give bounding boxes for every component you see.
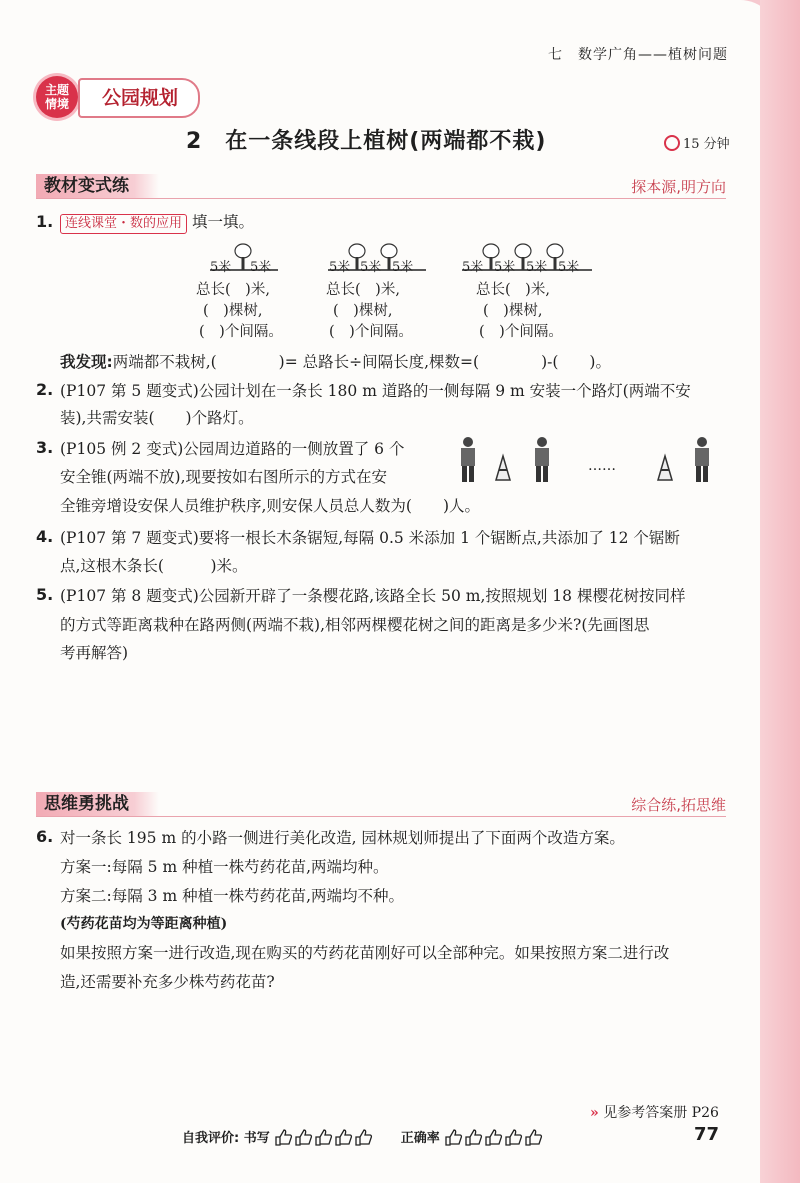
question-5-line: (P107 第 8 题变式)公园新开辟了一条樱花路,该路全长 50 m,按照规划 18 棵樱花树按同样 bbox=[60, 587, 686, 605]
timer bbox=[664, 133, 730, 152]
handwriting-rating[interactable] bbox=[274, 1128, 378, 1150]
blank-total[interactable]: 总长( )米, bbox=[476, 282, 550, 298]
guards-cones-picture bbox=[452, 434, 722, 486]
theme-title: 公园规划 bbox=[78, 78, 200, 118]
lesson-title: 2 在一条线段上植树(两端都不栽) bbox=[186, 129, 547, 154]
section-name: 教材变式练 bbox=[36, 174, 159, 198]
question-6-line: 如果按照方案一进行改造,现在购买的芍药花苗刚好可以全部种完。如果按照方案二进行改 bbox=[60, 944, 670, 962]
guard-icon bbox=[695, 437, 709, 482]
discovery-line bbox=[60, 350, 611, 372]
section-motto: 探本源,明方向 bbox=[631, 178, 726, 196]
segment-label: 5米 bbox=[494, 260, 516, 275]
accuracy-rating[interactable] bbox=[444, 1128, 548, 1150]
discovery-text[interactable]: 两端都不栽树,( )= 总路长÷间隔长度,棵数=( )-( )。 bbox=[112, 353, 611, 371]
blank-trees[interactable]: ( )棵树, bbox=[333, 303, 393, 319]
question-number: 5. bbox=[36, 585, 54, 604]
time-label: 15 分钟 bbox=[683, 137, 730, 152]
question-number: 2. bbox=[36, 380, 54, 399]
guard-icon bbox=[535, 437, 549, 482]
section-name: 思维勇挑战 bbox=[36, 792, 159, 816]
answer-reference[interactable] bbox=[590, 1102, 719, 1122]
question-tag: 连线课堂・数的应用 bbox=[60, 214, 187, 234]
double-chevron-icon: » bbox=[590, 1105, 599, 1121]
question-6-line: 造,还需要补充多少株芍药花苗? bbox=[60, 973, 275, 991]
segment-label: 5米 bbox=[329, 260, 351, 275]
question-text: 填一填。 bbox=[191, 213, 254, 231]
question-number: 4. bbox=[36, 527, 54, 546]
question-3-line[interactable]: 全锥旁增设安保人员维护秩序,则安保人员总人数为( )人。 bbox=[60, 497, 481, 515]
question-4-line[interactable]: 点,这根木条长( )米。 bbox=[60, 557, 248, 575]
segment-label: 5米 bbox=[558, 260, 580, 275]
chapter-header: 七 数学广角——植树问题 bbox=[548, 47, 728, 63]
ellipsis: …… bbox=[588, 458, 616, 474]
question-6-line: 对一条长 195 m 的小路一侧进行美化改造, 园林规划师提出了下面两个改造方案。 bbox=[60, 829, 625, 847]
question-number: 1. bbox=[36, 212, 54, 231]
question-number: 3. bbox=[36, 438, 54, 457]
page-corner-decoration bbox=[760, 0, 800, 1183]
blank-trees[interactable]: ( )棵树, bbox=[203, 303, 263, 319]
discovery-label: 我发现: bbox=[60, 353, 113, 371]
segment-label: 5米 bbox=[462, 260, 484, 275]
plan-note: (芍药花苗均为等距离种植) bbox=[60, 916, 228, 932]
segment-label: 5米 bbox=[526, 260, 548, 275]
segment-label: 5米 bbox=[210, 260, 232, 275]
question-number: 6. bbox=[36, 827, 54, 846]
question-1-prompt bbox=[60, 210, 254, 234]
question-3-line: (P105 例 2 变式)公园周边道路的一侧放置了 6 个 bbox=[60, 440, 405, 458]
segment-label: 5米 bbox=[250, 260, 272, 275]
plan-two: 方案二:每隔 3 m 种植一株芍药花苗,两端均不种。 bbox=[60, 887, 404, 905]
thumbs-up-icons bbox=[274, 1128, 378, 1146]
accuracy-label: 正确率 bbox=[400, 1131, 440, 1146]
page-number: 77 bbox=[694, 1124, 720, 1145]
tree-icon bbox=[235, 244, 251, 270]
self-eval-label: 自我评价: 书写 bbox=[182, 1131, 270, 1146]
self-evaluation bbox=[182, 1127, 548, 1150]
section-header-challenge bbox=[36, 792, 726, 817]
thumbs-up-icons bbox=[444, 1128, 548, 1146]
segment-label: 5米 bbox=[392, 260, 414, 275]
cone-icon bbox=[658, 456, 672, 480]
question-4-line: (P107 第 7 题变式)要将一根长木条锯短,每隔 0.5 米添加 1 个锯断点,共添加了 12 个锯断 bbox=[60, 529, 680, 547]
question-5-line: 考再解答) bbox=[60, 644, 129, 662]
blank-trees[interactable]: ( )棵树, bbox=[483, 303, 543, 319]
theme-badge-text: 主题 情境 bbox=[44, 83, 69, 111]
answer-area-q5[interactable] bbox=[60, 668, 720, 778]
answer-area-q6[interactable] bbox=[60, 998, 720, 1088]
question-3-line: 安全锥(两端不放),现要按如右图所示的方式在安 bbox=[60, 468, 388, 486]
cone-icon bbox=[496, 456, 510, 480]
section-header-practice bbox=[36, 174, 726, 199]
blank-gaps[interactable]: ( )个间隔。 bbox=[329, 324, 413, 340]
answer-reference-text: 见参考答案册 P26 bbox=[603, 1105, 719, 1121]
question-5-line: 的方式等距离栽种在路两侧(两端不栽),相邻两棵樱花树之间的距离是多少米?(先画图思 bbox=[60, 616, 650, 634]
blank-gaps[interactable]: ( )个间隔。 bbox=[479, 324, 563, 340]
clock-icon bbox=[664, 135, 680, 151]
segment-label: 5米 bbox=[360, 260, 382, 275]
section-motto: 综合练,拓思维 bbox=[631, 796, 726, 814]
blank-gaps[interactable]: ( )个间隔。 bbox=[199, 324, 283, 340]
blank-total[interactable]: 总长( )米, bbox=[196, 282, 270, 298]
question-2-line[interactable]: 装),共需安装( )个路灯。 bbox=[60, 409, 254, 427]
theme-badge bbox=[36, 76, 78, 118]
plan-one: 方案一:每隔 5 m 种植一株芍药花苗,两端均种。 bbox=[60, 858, 389, 876]
question-2-line: (P107 第 5 题变式)公园计划在一条长 180 m 道路的一侧每隔 9 m 安装一个路灯(两端不安 bbox=[60, 382, 691, 400]
guard-icon bbox=[461, 437, 475, 482]
blank-total[interactable]: 总长( )米, bbox=[326, 282, 400, 298]
